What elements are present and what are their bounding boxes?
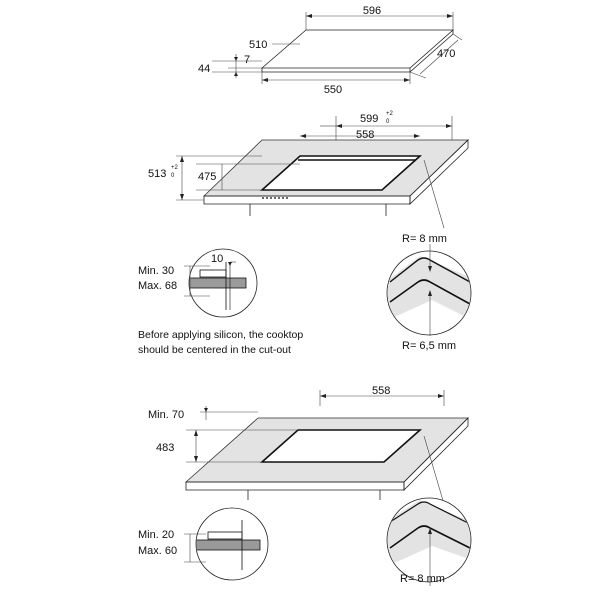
cooktop-front-label: 550 bbox=[323, 84, 343, 96]
worktop-front-edge bbox=[204, 196, 410, 204]
corner-radius-inner-label: R= 6,5 mm bbox=[402, 340, 457, 352]
note-line-2: should be centered in the cut-out bbox=[138, 344, 291, 356]
cooktop-thickness-label: 44 bbox=[198, 63, 211, 75]
cooktop-side-label: 470 bbox=[437, 48, 456, 60]
cutout-depth-tol-top: +2 bbox=[171, 165, 178, 171]
cutout-depth-label: 513 bbox=[148, 168, 167, 180]
worktop-section-detail-2 bbox=[184, 508, 268, 580]
cooktop-width-label: 596 bbox=[362, 5, 382, 17]
cutout-inner-depth-label: 475 bbox=[198, 171, 217, 183]
cutout-width-tol-bottom: 0 bbox=[386, 119, 390, 125]
cooktop-top-face bbox=[262, 30, 456, 68]
cooktop-glass-label: 7 bbox=[244, 54, 251, 66]
worktop-a-min-label: Min. 30 bbox=[138, 265, 175, 277]
flush-radius-label: R= 8 mm bbox=[400, 573, 445, 585]
flush-width-label: 558 bbox=[372, 385, 391, 397]
cooktop-edge bbox=[262, 30, 456, 72]
worktop-b-max-label: Max. 60 bbox=[138, 545, 178, 557]
cutout-drawing bbox=[176, 116, 468, 228]
cutout-inner-width-label: 558 bbox=[356, 129, 375, 141]
worktop-a-max-label: Max. 68 bbox=[138, 280, 178, 292]
flush-min-label: Min. 70 bbox=[148, 409, 185, 421]
worktop-b-min-label: Min. 20 bbox=[138, 529, 175, 541]
corner-detail-1 bbox=[387, 244, 472, 336]
corner-radius-outer-label: R= 8 mm bbox=[402, 233, 447, 245]
note-line-1: Before applying silicon, the cooktop bbox=[138, 329, 304, 341]
flush-depth-label: 483 bbox=[156, 442, 175, 454]
worktop-a-edge-label: 10 bbox=[211, 253, 224, 265]
cutout-width-tol-top: +2 bbox=[386, 111, 393, 117]
cutout-depth-tol-bottom: 0 bbox=[171, 173, 175, 179]
flush-mount-drawing bbox=[186, 390, 468, 504]
cutout-width-label: 599 bbox=[360, 113, 379, 125]
cooktop-depth-label: 510 bbox=[249, 39, 268, 51]
